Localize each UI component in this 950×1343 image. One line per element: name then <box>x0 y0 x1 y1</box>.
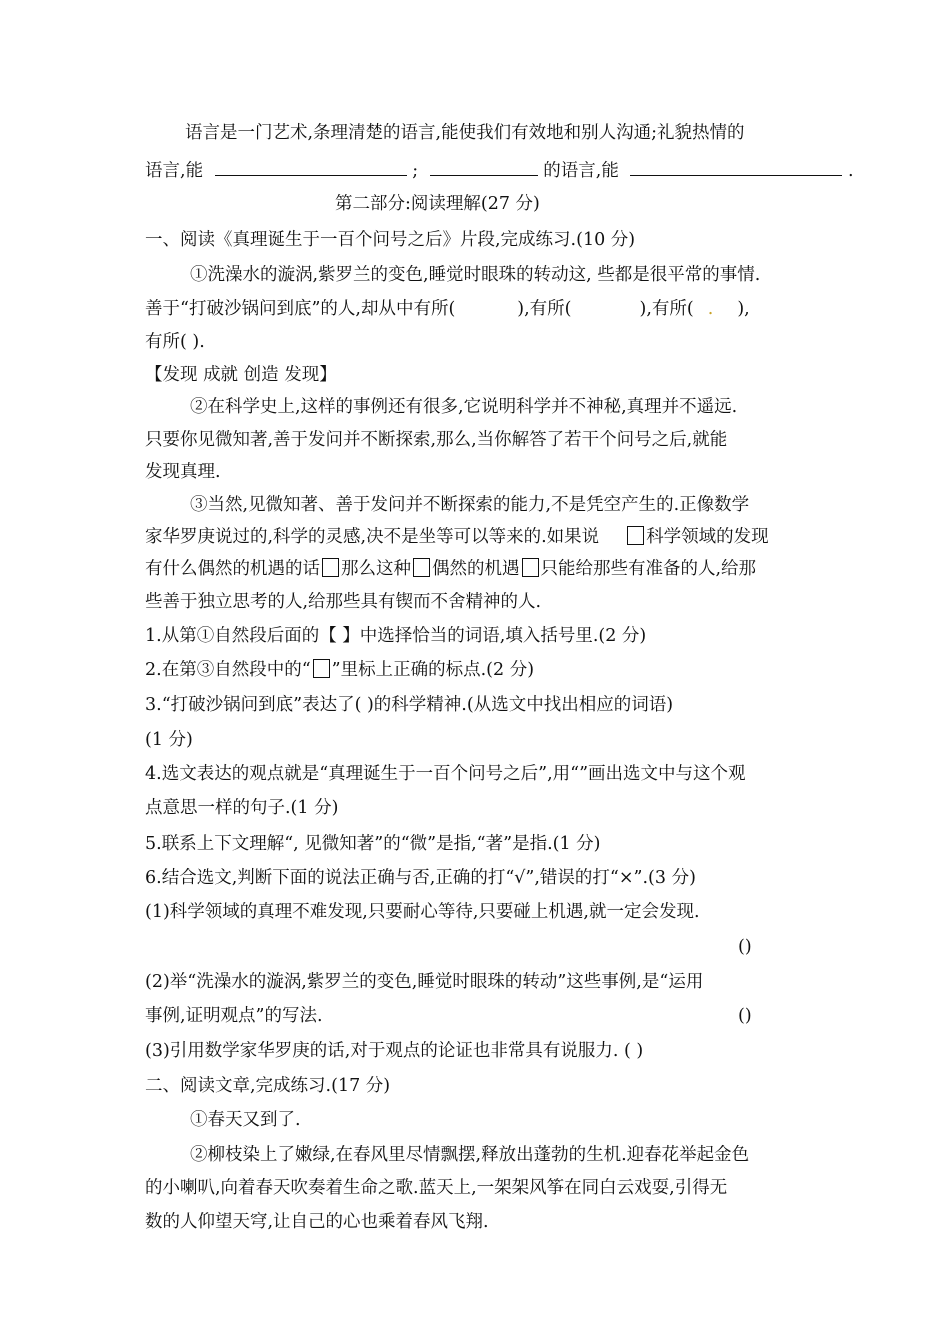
intro-line-1: 语言是一门艺术,条理清楚的语言,能使我们有效地和别人沟通;礼貌热情的 <box>185 123 745 143</box>
s2-p1: ①春天又到了. <box>190 1110 301 1130</box>
s1-p3-line3-a: 有什么偶然的机遇的话 <box>145 559 320 579</box>
stray-dot: . <box>707 299 714 319</box>
s1-p1-line2-b: ),有所( <box>517 299 572 319</box>
punctuation-box-3[interactable] <box>413 558 430 577</box>
s1-p3-line4: 些善于独立思考的人,给那些具有锲而不舍精神的人. <box>145 592 542 612</box>
question-4-line1: 4.选文表达的观点就是“真理诞生于一百个问号之后”,用“”画出选文中与这个观 <box>145 764 746 784</box>
question-6-3: (3)引用数学家华罗庚的话,对于观点的论证也非常具有说服力. ( ) <box>145 1041 644 1061</box>
s1-p2-line1: ②在科学史上,这样的事例还有很多,它说明科学并不神秘,真理并不遥远. <box>190 397 738 417</box>
s2-p2-line1: ②柳枝染上了嫩绿,在春风里尽情飘摆,释放出蓬勃的生机.迎春花举起金色 <box>190 1145 750 1165</box>
answer-blank-3[interactable] <box>630 157 842 176</box>
part2-title: 第二部分:阅读理解(27 分) <box>335 194 540 214</box>
intro-text-b: ; <box>412 161 419 181</box>
s1-p3-line3-c: 偶然的机遇 <box>432 559 520 579</box>
s1-p2-line3: 发现真理. <box>145 462 221 482</box>
intro-text-c: 的语言,能 <box>543 161 619 181</box>
section1-heading: 一、阅读《真理诞生于一百个问号之后》片段,完成练习.(10 分) <box>145 230 636 250</box>
question-1: 1.从第①自然段后面的【 】中选择恰当的词语,填入括号里.(2 分) <box>145 626 647 646</box>
punctuation-box-sample <box>313 659 330 678</box>
answer-blank-1[interactable] <box>215 157 407 176</box>
s1-p3-line3-b: 那么这种 <box>341 559 411 579</box>
s1-p1-line2-d: ), <box>737 299 750 319</box>
s1-p3-line3-d: 只能给那些有准备的人,给那 <box>540 559 757 579</box>
s1-p2-line2: 只要你见微知著,善于发问并不断探索,那么,当你解答了若干个问号之后,就能 <box>145 430 728 450</box>
question-3-score: (1 分) <box>145 730 193 750</box>
punctuation-box-1[interactable] <box>627 526 644 545</box>
question-2-b: ”里标上正确的标点.(2 分) <box>331 660 535 680</box>
s1-p1-line3: 有所( ). <box>145 332 205 352</box>
question-6: 6.结合选文,判断下面的说法正确与否,正确的打“√”,错误的打“×”.(3 分) <box>145 868 696 888</box>
punctuation-box-2[interactable] <box>322 558 339 577</box>
question-4-line2: 点意思一样的句子.(1 分) <box>145 798 339 818</box>
punctuation-box-4[interactable] <box>522 558 539 577</box>
intro-end: . <box>848 161 854 181</box>
s1-p1-line2 <box>145 297 750 321</box>
intro-text-a: 语言,能 <box>145 161 204 181</box>
s1-p3-line2 <box>145 525 769 549</box>
question-2 <box>145 658 534 682</box>
s1-p3-line3 <box>145 557 756 581</box>
s1-p1-line2-a: 善于“打破沙锅问到底”的人,却从中有所( <box>145 299 456 319</box>
question-2-a: 2.在第③自然段中的“ <box>145 660 311 680</box>
s1-p1-line1: ①洗澡水的漩涡,紫罗兰的变色,睡觉时眼珠的转动这, 些都是很平常的事情. <box>190 265 761 285</box>
intro-line-2 <box>145 157 854 183</box>
section2-heading: 二、阅读文章,完成练习.(17 分) <box>145 1076 391 1096</box>
word-bank: 【发现 成就 创造 发现】 <box>145 365 337 385</box>
question-5: 5.联系上下文理解“, 见微知著”的“微”是指,“著”是指.(1 分) <box>145 834 601 854</box>
s2-p2-line2: 的小喇叭,向着春天吹奏着生命之歌.蓝天上,一架架风筝在同白云戏耍,引得无 <box>145 1178 728 1198</box>
s1-p1-line2-c: ),有所( <box>639 299 694 319</box>
s1-p3-line2-a: 家华罗庚说过的,科学的灵感,决不是坐等可以等来的.如果说 <box>145 527 600 547</box>
s1-p3-line1: ③当然,见微知著、善于发问并不断探索的能力,不是凭空产生的.正像数学 <box>190 495 750 515</box>
question-6-2-line2: 事例,证明观点”的写法. <box>145 1006 323 1026</box>
question-6-1-paren[interactable]: () <box>738 937 752 957</box>
answer-blank-2[interactable] <box>430 157 538 176</box>
question-6-2-paren[interactable]: () <box>738 1006 752 1026</box>
s2-p2-line3: 数的人仰望天穹,让自己的心也乘着春风飞翔. <box>145 1212 489 1232</box>
s1-p3-line2-b: 科学领域的发现 <box>646 527 769 547</box>
question-3: 3.“打破沙锅问到底”表达了( )的科学精神.(从选文中找出相应的词语) <box>145 695 674 715</box>
question-6-2-line1: (2)举“洗澡水的漩涡,紫罗兰的变色,睡觉时眼珠的转动”这些事例,是“运用 <box>145 972 704 992</box>
question-6-1: (1)科学领域的真理不难发现,只要耐心等待,只要碰上机遇,就一定会发现. <box>145 902 700 922</box>
